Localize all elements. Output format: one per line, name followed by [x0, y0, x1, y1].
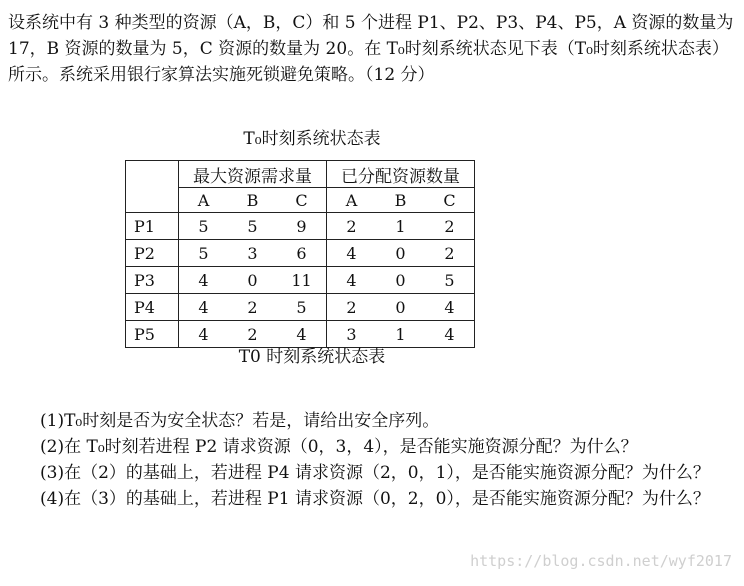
max-demand-header: 最大资源需求量 [179, 161, 327, 188]
value-cell: 4 [179, 294, 229, 321]
value-cell: 2 [425, 240, 475, 267]
value-cell: 2 [327, 213, 377, 240]
table-caption-top: T₀时刻系统状态表 [243, 129, 381, 149]
value-cell: 4 [425, 294, 475, 321]
value-cell: 5 [228, 213, 277, 240]
table-row [126, 240, 475, 267]
value-cell: 0 [376, 267, 425, 294]
table-row [126, 267, 475, 294]
value-cell: 11 [277, 267, 327, 294]
value-cell: 1 [376, 213, 425, 240]
subheader-cell: C [277, 188, 327, 213]
process-cell: P3 [126, 267, 179, 294]
table-row [126, 213, 475, 240]
subheader-cell: C [425, 188, 475, 213]
process-cell: P4 [126, 294, 179, 321]
subheader-cell: B [376, 188, 425, 213]
question-list [40, 408, 720, 512]
value-cell: 4 [327, 240, 377, 267]
value-cell: 3 [327, 321, 377, 348]
value-cell: 5 [425, 267, 475, 294]
value-cell: 4 [179, 321, 229, 348]
watermark: https://blog.csdn.net/wyf2017 [470, 552, 732, 570]
allocated-header: 已分配资源数量 [327, 161, 475, 188]
system-state-table [125, 160, 475, 348]
subheader-cell: A [327, 188, 377, 213]
value-cell: 0 [376, 294, 425, 321]
subheader-cell: A [179, 188, 229, 213]
process-cell: P5 [126, 321, 179, 348]
question-item: (4)在（3）的基础上，若进程 P1 请求资源（0，2，0），是否能实施资源分配？为什么？ [40, 489, 710, 509]
value-cell: 2 [228, 321, 277, 348]
value-cell: 4 [425, 321, 475, 348]
table-corner-cell [126, 161, 179, 213]
question-item: (3)在（2）的基础上，若进程 P4 请求资源（2，0，1），是否能实施资源分配？为什么？ [40, 463, 710, 483]
value-cell: 4 [327, 267, 377, 294]
value-cell: 6 [277, 240, 327, 267]
value-cell: 4 [179, 267, 229, 294]
value-cell: 2 [327, 294, 377, 321]
value-cell: 0 [376, 240, 425, 267]
problem-intro: 设系统中有 3 种类型的资源（A，B，C）和 5 个进程 P1、P2、P3、P4、P5，A 资源的数量为 17，B 资源的数量为 5，C 资源的数量为 20。在 T₀时刻系统状态见下表（T₀时刻系统状态表）所示。系统采用银行家算法实施死锁避免策略。（12 分） [8, 13, 734, 85]
question-item: (2)在 T₀时刻若进程 P2 请求资源（0，3，4），是否能实施资源分配？为什么？ [40, 437, 638, 457]
value-cell: 0 [228, 267, 277, 294]
value-cell: 5 [179, 240, 229, 267]
value-cell: 5 [179, 213, 229, 240]
table-caption-bottom: T0 时刻系统状态表 [238, 347, 386, 367]
process-cell: P2 [126, 240, 179, 267]
table-group-header-row [126, 161, 475, 188]
table-row [126, 321, 475, 348]
value-cell: 2 [228, 294, 277, 321]
table-row [126, 294, 475, 321]
value-cell: 4 [277, 321, 327, 348]
value-cell: 9 [277, 213, 327, 240]
table-subheader-row [126, 188, 475, 213]
question-item: (1)T₀时刻是否为安全状态？若是，请给出安全序列。 [40, 411, 440, 431]
subheader-cell: B [228, 188, 277, 213]
value-cell: 3 [228, 240, 277, 267]
process-cell: P1 [126, 213, 179, 240]
value-cell: 5 [277, 294, 327, 321]
value-cell: 1 [376, 321, 425, 348]
value-cell: 2 [425, 213, 475, 240]
